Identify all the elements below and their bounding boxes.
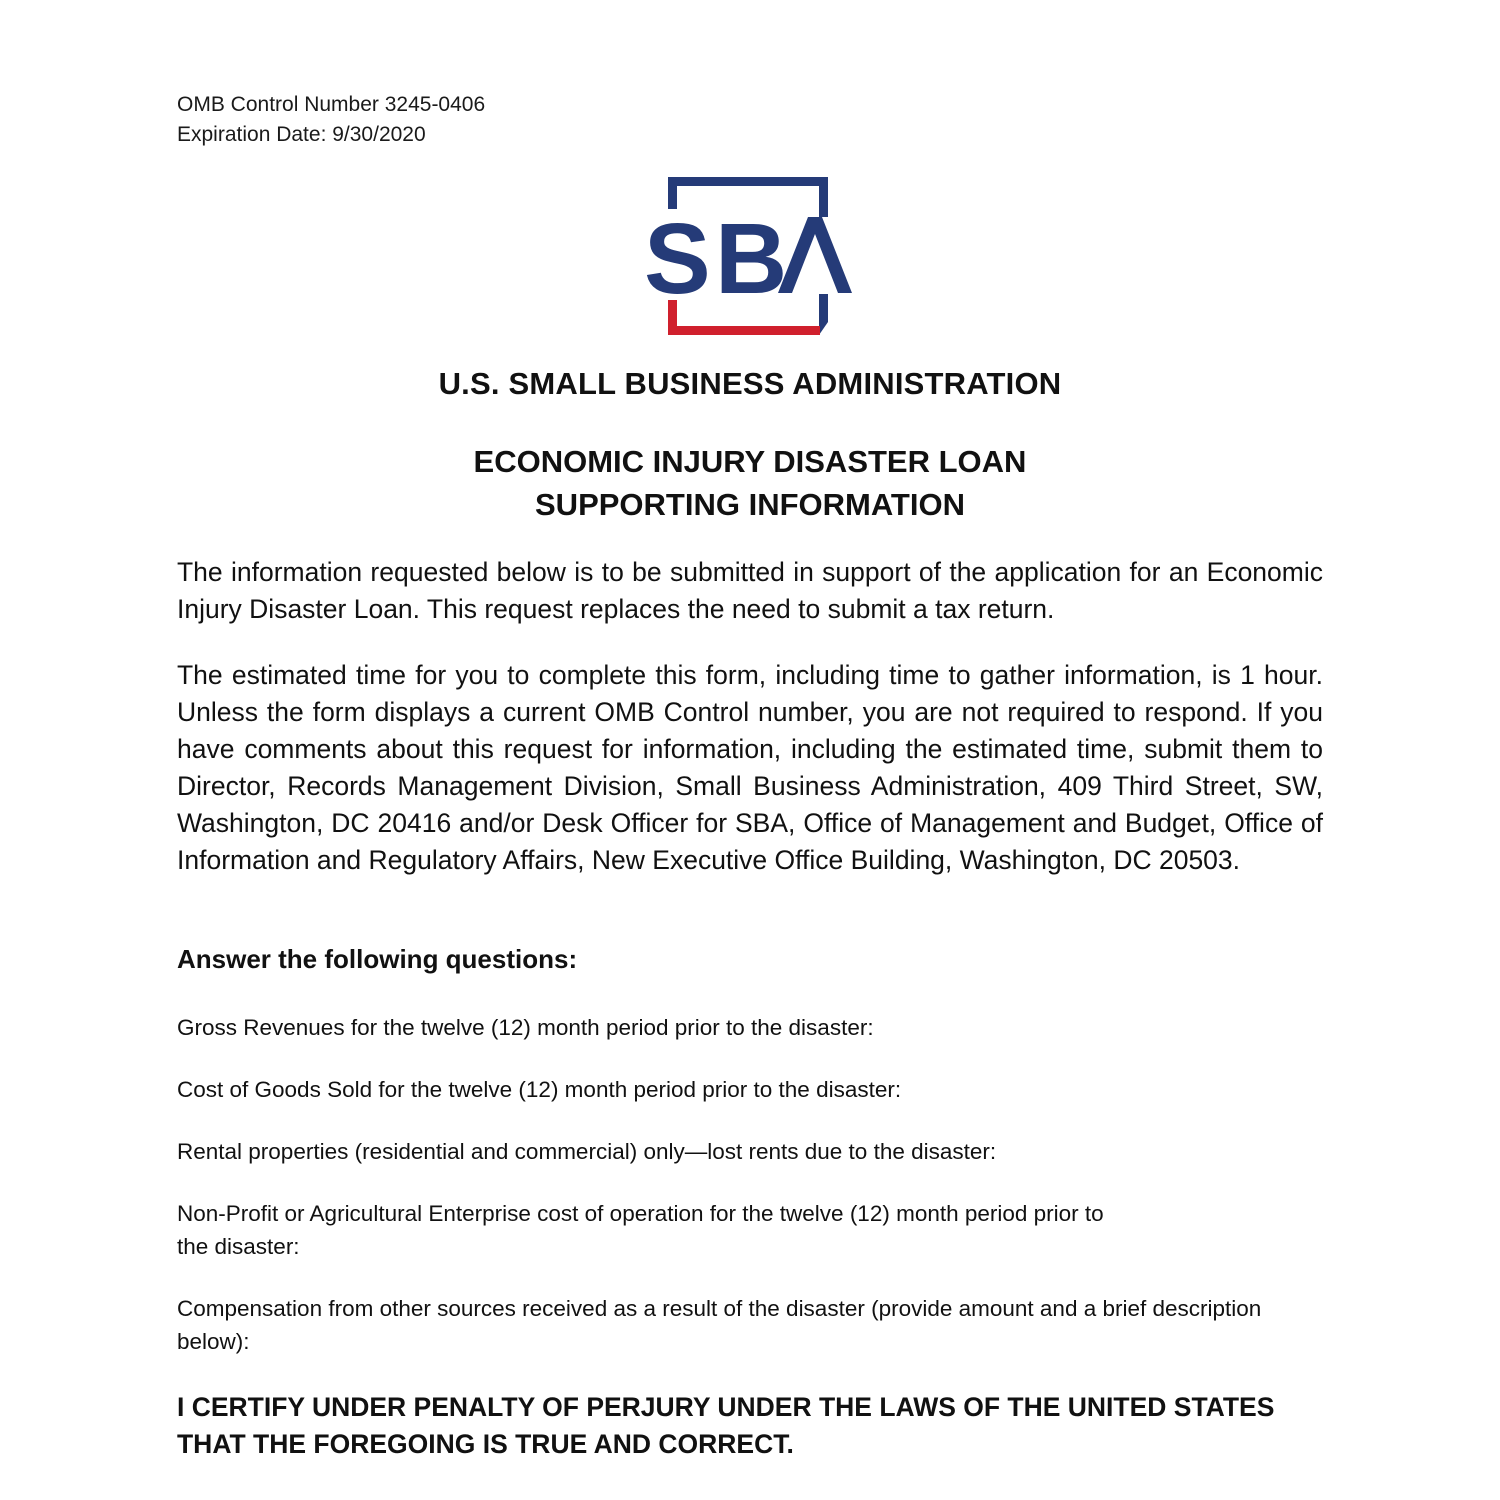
certification-statement: I CERTIFY UNDER PENALTY OF PERJURY UNDER THE LAWS OF THE UNITED STATES THAT THE FOREGOING IS TRUE AND CORRECT. (177, 1392, 1275, 1459)
question-cost-of-operation: Non-Profit or Agricultural Enterprise cost of operation for the twelve (12) month period prior to the disaster: (177, 1201, 1104, 1259)
question-lost-rents: Rental properties (residential and commercial) only—lost rents due to the disaster: (177, 1139, 997, 1164)
page-title (0, 440, 1500, 526)
omb-info (177, 90, 485, 150)
agency-name: U.S. SMALL BUSINESS ADMINISTRATION (438, 366, 1062, 401)
question-other-compensation: Compensation from other sources received as a result of the disaster (provide amount and a brief description below): (177, 1296, 1262, 1354)
intro-paragraph: The information requested below is to be submitted in support of the application for an Economic Injury Disaster Loan. This request replaces the need to submit a tax return. (177, 557, 1323, 624)
omb-control-number: OMB Control Number 3245-0406 (177, 93, 486, 116)
question-cost-of-goods-sold: Cost of Goods Sold for the twelve (12) month period prior to the disaster: (177, 1077, 902, 1102)
questions-heading: Answer the following questions: (177, 944, 578, 974)
svg-text:B: B (715, 203, 788, 315)
sba-logo-icon (640, 170, 860, 345)
expiration-date: Expiration Date: 9/30/2020 (177, 123, 426, 146)
title-line-1: ECONOMIC INJURY DISASTER LOAN (473, 444, 1027, 479)
question-gross-revenues: Gross Revenues for the twelve (12) month period prior to the disaster: (177, 1015, 874, 1040)
burden-statement: The estimated time for you to complete this form, including time to gather information, is 1 hour. Unless the form displays a current OMB Control number, you are not required to respond. If you have comments about this request for information, including the estimated time, submit them to Director, Records Management Division, Small Business Administration, 409 Third Street, SW, Washington, DC 20416 and/or Desk Officer for SBA, Office of Management and Budget, Office of Information and Regulatory Affairs, New Executive Office Building, Washington, DC 20503. (177, 660, 1323, 875)
svg-text:S: S (644, 203, 711, 315)
title-line-2: SUPPORTING INFORMATION (535, 487, 965, 522)
